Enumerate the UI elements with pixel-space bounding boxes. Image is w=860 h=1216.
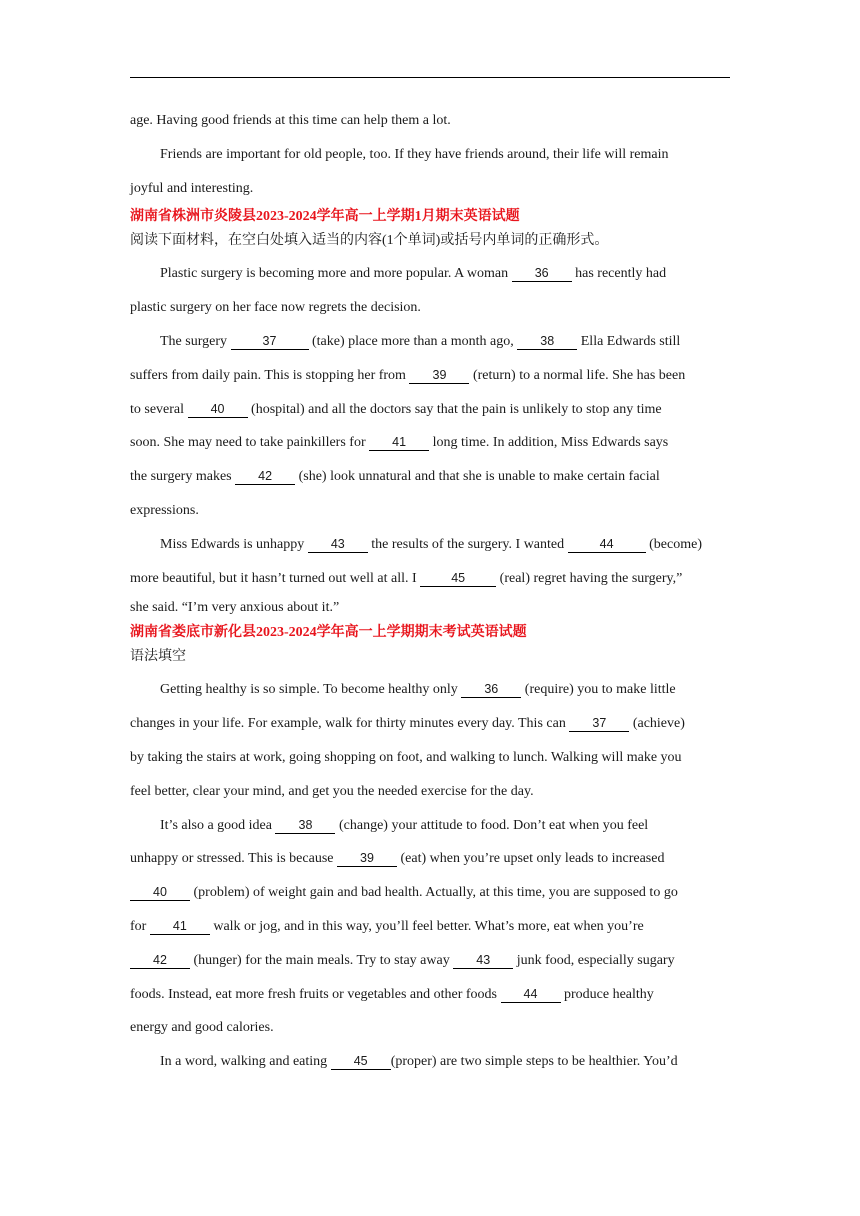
text: (real) regret having the surgery,”	[496, 570, 683, 586]
text: junk food, especially sugary	[513, 952, 675, 968]
blank-43[interactable]: 43	[308, 536, 368, 553]
blank-36[interactable]: 36	[461, 681, 521, 698]
text: Ella Edwards still	[577, 333, 681, 349]
text: Plastic surgery is becoming more and more popular. A woman	[160, 266, 512, 282]
blank-42[interactable]: 42	[130, 952, 190, 969]
blank-44[interactable]: 44	[501, 986, 561, 1003]
text-line	[130, 562, 730, 596]
text-line	[130, 426, 730, 460]
text: walk or jog, and in this way, you’ll feel better. What’s more, eat when you’re	[209, 918, 644, 934]
text-line	[130, 910, 730, 944]
text: (problem) of weight gain and bad health. Actually, at this time, you are supposed to go	[190, 885, 678, 901]
text-line	[130, 809, 730, 843]
text-line	[130, 460, 730, 494]
blank-40[interactable]: 40	[130, 884, 190, 901]
text: long time. In addition, Miss Edwards says	[429, 435, 669, 451]
text: to several	[130, 401, 188, 417]
text: Miss Edwards is unhappy	[160, 536, 308, 552]
blank-37[interactable]: 37	[231, 333, 309, 350]
text: The surgery	[160, 333, 231, 349]
text: It’s also a good idea	[160, 817, 276, 833]
text: (change) your attitude to food. Don’t eat when you feel	[335, 817, 649, 833]
text-line	[130, 104, 730, 138]
text-line	[130, 1011, 730, 1045]
text: for	[130, 918, 150, 934]
text: produce healthy	[560, 986, 654, 1002]
text-line	[130, 707, 730, 741]
text: expressions.	[130, 502, 199, 518]
text-line	[130, 325, 730, 359]
text-line	[130, 138, 730, 172]
text-line	[130, 944, 730, 978]
text: feel better, clear your mind, and get you the needed exercise for the day.	[130, 783, 534, 799]
text-line	[130, 528, 730, 562]
text-line	[130, 741, 730, 775]
text: the surgery makes	[130, 469, 236, 485]
text: In a word, walking and eating	[160, 1054, 331, 1070]
text: by taking the stairs at work, going shopping on foot, and walking to lunch. Walking will make you	[130, 749, 682, 765]
text: (achieve)	[629, 716, 685, 732]
blank-44[interactable]: 44	[568, 536, 646, 553]
text-line	[130, 393, 730, 427]
text-line	[130, 172, 730, 206]
text-line	[130, 1045, 730, 1079]
text-line	[130, 595, 730, 621]
text: Getting healthy is so simple. To become healthy only	[160, 682, 462, 698]
text: (hospital) and all the doctors say that the pain is unlikely to stop any time	[247, 401, 662, 417]
blank-39[interactable]: 39	[337, 850, 397, 867]
text: she said. “I’m very anxious about it.”	[130, 600, 340, 616]
text-line	[130, 978, 730, 1012]
text: (return) to a normal life. She has been	[469, 367, 686, 383]
text-line	[130, 359, 730, 393]
text: joyful and interesting.	[130, 180, 254, 196]
page-content	[130, 104, 730, 1079]
section-instruction: 语法填空	[130, 649, 186, 665]
text: (hunger) for the main meals. Try to stay away	[190, 952, 454, 968]
blank-42[interactable]: 42	[235, 468, 295, 485]
text: (require) you to make little	[521, 682, 676, 698]
text-line	[130, 876, 730, 910]
text: Friends are important for old people, too. If they have friends around, their life will remain	[160, 146, 669, 162]
text-line	[130, 291, 730, 325]
text: has recently had	[571, 266, 667, 282]
header-rule	[130, 77, 730, 78]
text: (she) look unnatural and that she is unable to make certain facial	[295, 469, 660, 485]
blank-36[interactable]: 36	[512, 265, 572, 282]
text: (proper) are two simple steps to be healthier. You’d	[390, 1054, 678, 1070]
blank-41[interactable]: 41	[150, 918, 210, 935]
text: age. Having good friends at this time can help them a lot.	[130, 113, 451, 128]
blank-38[interactable]: 38	[517, 333, 577, 350]
text: foods. Instead, eat more fresh fruits or vegetables and other foods	[130, 986, 501, 1002]
blank-43[interactable]: 43	[453, 952, 513, 969]
section-heading: 湖南省株洲市炎陵县2023-2024学年高一上学期1月期末英语试题	[130, 209, 520, 225]
text-line	[130, 842, 730, 876]
blank-39[interactable]: 39	[409, 367, 469, 384]
text: (eat) when you’re upset only leads to increased	[396, 851, 665, 867]
text: (become)	[645, 536, 702, 552]
text-line	[130, 775, 730, 809]
text: soon. She may need to take painkillers for	[130, 435, 370, 451]
text-line	[130, 494, 730, 528]
blank-40[interactable]: 40	[188, 401, 248, 418]
text: suffers from daily pain. This is stopping her from	[130, 367, 410, 383]
blank-45[interactable]: 45	[331, 1053, 391, 1070]
text-line	[130, 673, 730, 707]
blank-41[interactable]: 41	[369, 434, 429, 451]
text: plastic surgery on her face now regrets the decision.	[130, 300, 421, 316]
section-heading: 湖南省娄底市新化县2023-2024学年高一上学期期末考试英语试题	[130, 625, 527, 641]
text: (take) place more than a month ago,	[308, 333, 518, 349]
text-line	[130, 257, 730, 291]
text: changes in your life. For example, walk for thirty minutes every day. This can	[130, 716, 570, 732]
blank-45[interactable]: 45	[420, 570, 496, 587]
text: more beautiful, but it hasn’t turned out well at all. I	[130, 570, 421, 586]
text: unhappy or stressed. This is because	[130, 851, 337, 867]
text: the results of the surgery. I wanted	[367, 536, 568, 552]
text: energy and good calories.	[130, 1020, 274, 1036]
section-instruction: 阅读下面材料，在空白处填入适当的内容(1个单词)或括号内单词的正确形式。	[130, 233, 609, 249]
blank-37[interactable]: 37	[569, 715, 629, 732]
blank-38[interactable]: 38	[275, 817, 335, 834]
